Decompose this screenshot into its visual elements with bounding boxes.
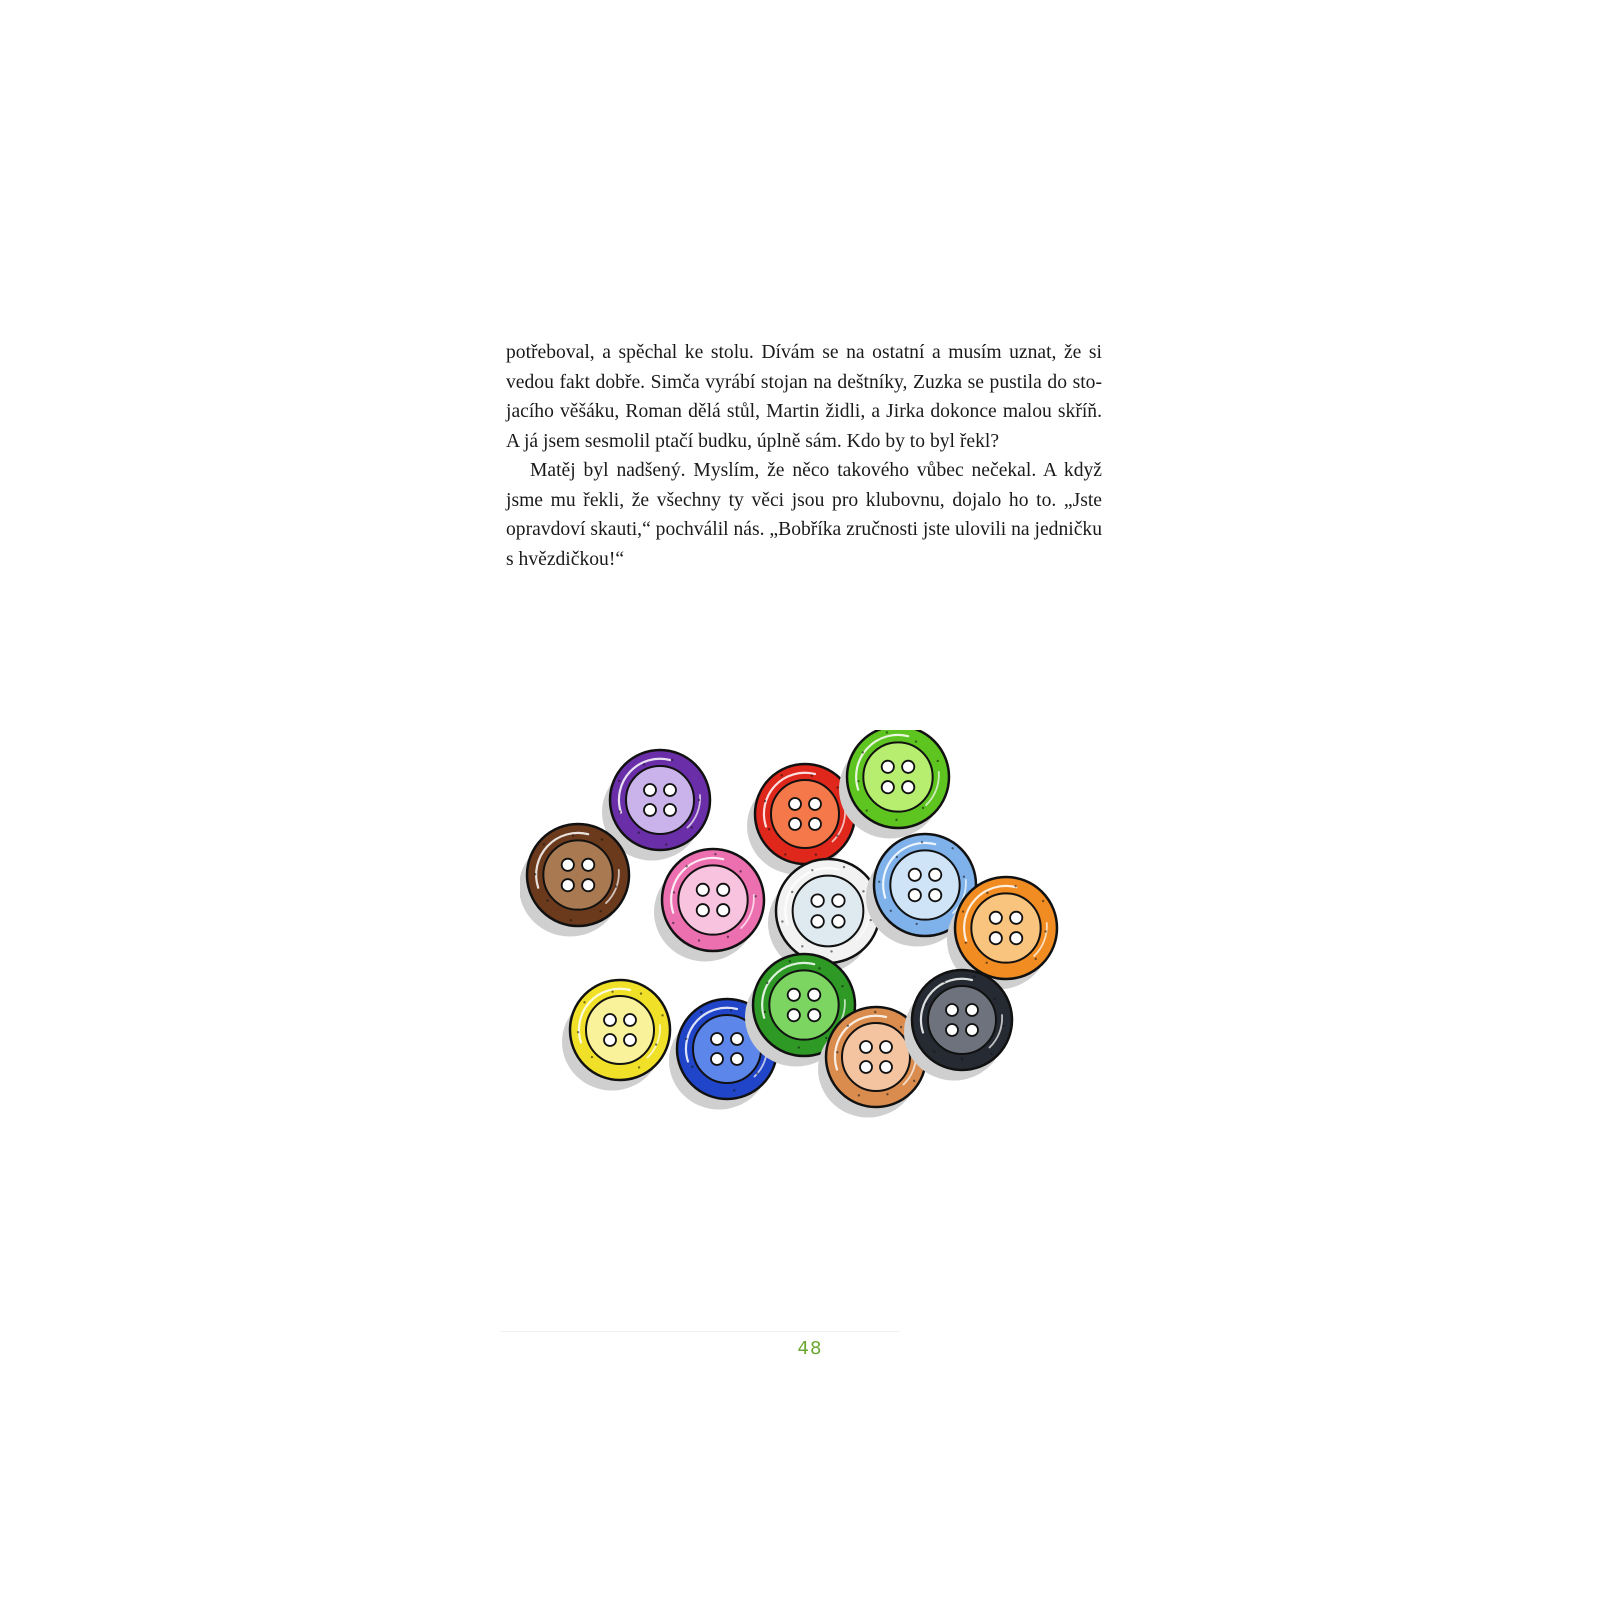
- paragraph-1: [506, 338, 1102, 456]
- text-line: opravdoví skauti,“ pochválil nás. „Bobříka zručnosti jste ulovili na jedničku: [506, 519, 1102, 540]
- body-text: [506, 338, 1102, 574]
- text-line: vedou fakt dobře. Simča vyrábí stojan na deštníky, Zuzka se pustila do sto-: [506, 371, 1102, 393]
- page-number: 48: [797, 1338, 823, 1359]
- text-line: potřeboval, a spěchal ke stolu. Dívám se na ostatní a musím uznat, že si: [506, 342, 1102, 363]
- button-icon: [839, 730, 949, 838]
- text-line: Matěj byl nadšený. Myslím, že něco takového vůbec nečekal. A když: [530, 460, 1102, 481]
- button-icon: [562, 980, 670, 1091]
- buttons-illustration: [520, 730, 1100, 1170]
- text-line: s hvězdičkou!“: [506, 548, 625, 570]
- paragraph-2: [506, 456, 1102, 574]
- button-icon: [904, 970, 1012, 1081]
- button-icon: [747, 764, 855, 875]
- text-line: jsme mu řekli, že všechny ty věci jsou pro klubovnu, dojalo ho to. „Jste: [506, 489, 1102, 511]
- button-icon: [768, 859, 880, 973]
- text-line: jacího věšáku, Roman dělá stůl, Martin židli, a Jirka dokonce malou skříň.: [506, 401, 1102, 422]
- button-icon: [654, 849, 764, 961]
- text-line: A já jsem sesmolil ptačí budku, úplně sám. Kdo by to byl řekl?: [506, 430, 1000, 452]
- footer-rule: [500, 1331, 900, 1332]
- button-icon: [520, 824, 629, 936]
